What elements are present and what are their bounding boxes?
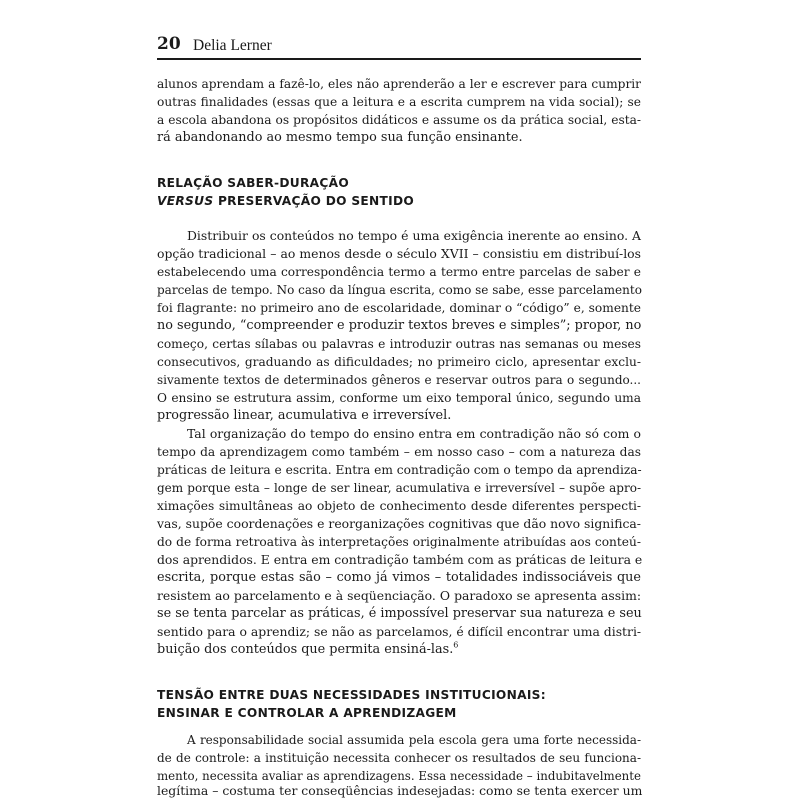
text-line: do de forma retroativa às interpretações originalmente atribuídas aos conteú- [157, 535, 641, 549]
text-line: A responsabilidade social assumida pela escola gera uma forte necessida- [187, 733, 641, 747]
text-line: estabelecendo uma correspondência termo a termo entre parcelas de saber e [157, 265, 641, 279]
page-number: 20 [157, 34, 181, 54]
text-line: vas, supõe coordenações e reorganizações cognitivas que dão novo significa- [157, 516, 641, 531]
section-heading-2-line-1: TENSÃO ENTRE DUAS NECESSIDADES INSTITUCIONAIS: [157, 688, 546, 702]
text-line: ximações simultâneas ao objeto de conhecimento desde diferentes perspecti- [157, 499, 641, 513]
heading-rest: PRESERVAÇÃO DO SENTIDO [213, 194, 415, 208]
text-line: de de controle: a instituição necessita conhecer os resultados de seu funciona- [157, 751, 641, 765]
running-head-author: Delia Lerner [193, 37, 272, 54]
text-line: no segundo, “compreender e produzir textos breves e simples”; propor, no [157, 318, 642, 333]
text-line-with-footnote [157, 641, 641, 659]
text-line: parcelas de tempo. No caso da língua escrita, como se sabe, esse parcelamento [157, 283, 642, 297]
text-line: outras finalidades (essas que a leitura e a escrita cumprem na vida social); se [157, 95, 641, 109]
footnote-marker: 6 [453, 640, 459, 650]
section-heading-1-line-1: RELAÇÃO SABER-DURAÇÃO [157, 176, 350, 190]
text-line: Tal organização do tempo do ensino entra em contradição não só com o [187, 426, 641, 441]
text-line: sivamente textos de determinados gêneros e reservar outros para o segundo... [157, 373, 641, 387]
text-line: mento, necessita avaliar as aprendizagens. Essa necessidade – indubitavelmente [157, 769, 641, 783]
text-line: gem porque esta – longe de ser linear, acumulativa e irreversível – supõe apro- [157, 481, 641, 495]
text-line: opção tradicional – ao menos desde o século XVII – consistiu em distribuí-los [157, 246, 641, 261]
text-line: foi flagrante: no primeiro ano de escolaridade, dominar o “código” e, somente [157, 301, 641, 315]
text-line: resistem ao parcelamento e à seqüenciação. O paradoxo se apresenta assim: [157, 588, 641, 603]
text-line: O ensino se estrutura assim, conforme um eixo temporal único, segundo uma [157, 391, 641, 405]
text-line: dos aprendidos. E entra em contradição também com as práticas de leitura e [157, 552, 643, 567]
text-line: se se tenta parcelar as práticas, é impossível preservar sua natureza e seu [157, 606, 642, 621]
text-line: progressão linear, acumulativa e irreversível. [157, 408, 452, 423]
text-line: tempo da aprendizagem como também – em nosso caso – com a natureza das [157, 445, 641, 459]
text-line: alunos aprendam a fazê-lo, eles não aprenderão a ler e escrever para cumprir [157, 77, 641, 91]
running-head [157, 34, 641, 60]
text-line: rá abandonando ao mesmo tempo sua função ensinante. [157, 130, 523, 145]
text-line-content: buição dos conteúdos que permita ensiná-las. [157, 642, 454, 657]
section-heading-1-line-2 [157, 192, 414, 210]
text-line: a escola abandona os propósitos didáticos e assume os da prática social, esta- [157, 113, 641, 127]
text-line: sentido para o aprendiz; se não as parcelamos, é difícil encontrar uma distri- [157, 624, 642, 639]
text-line: consecutivos, graduando as dificuldades; no primeiro ciclo, apresentar exclu- [157, 355, 641, 369]
section-heading-2-line-2: ENSINAR E CONTROLAR A APRENDIZAGEM [157, 706, 457, 720]
heading-italic-term: VERSUS [157, 194, 214, 208]
text-line: começo, certas sílabas ou palavras e introduzir outras nas semanas ou meses [157, 337, 641, 351]
text-line: práticas de leitura e escrita. Entra em contradição com o tempo da aprendiza- [157, 463, 642, 477]
text-line: Distribuir os conteúdos no tempo é uma exigência inerente ao ensino. A [187, 228, 641, 243]
text-line: legítima – costuma ter conseqüências indesejadas: como se tenta exercer um [157, 783, 643, 798]
text-line: escrita, porque estas são – como já vimos – totalidades indissociáveis que [157, 570, 641, 585]
